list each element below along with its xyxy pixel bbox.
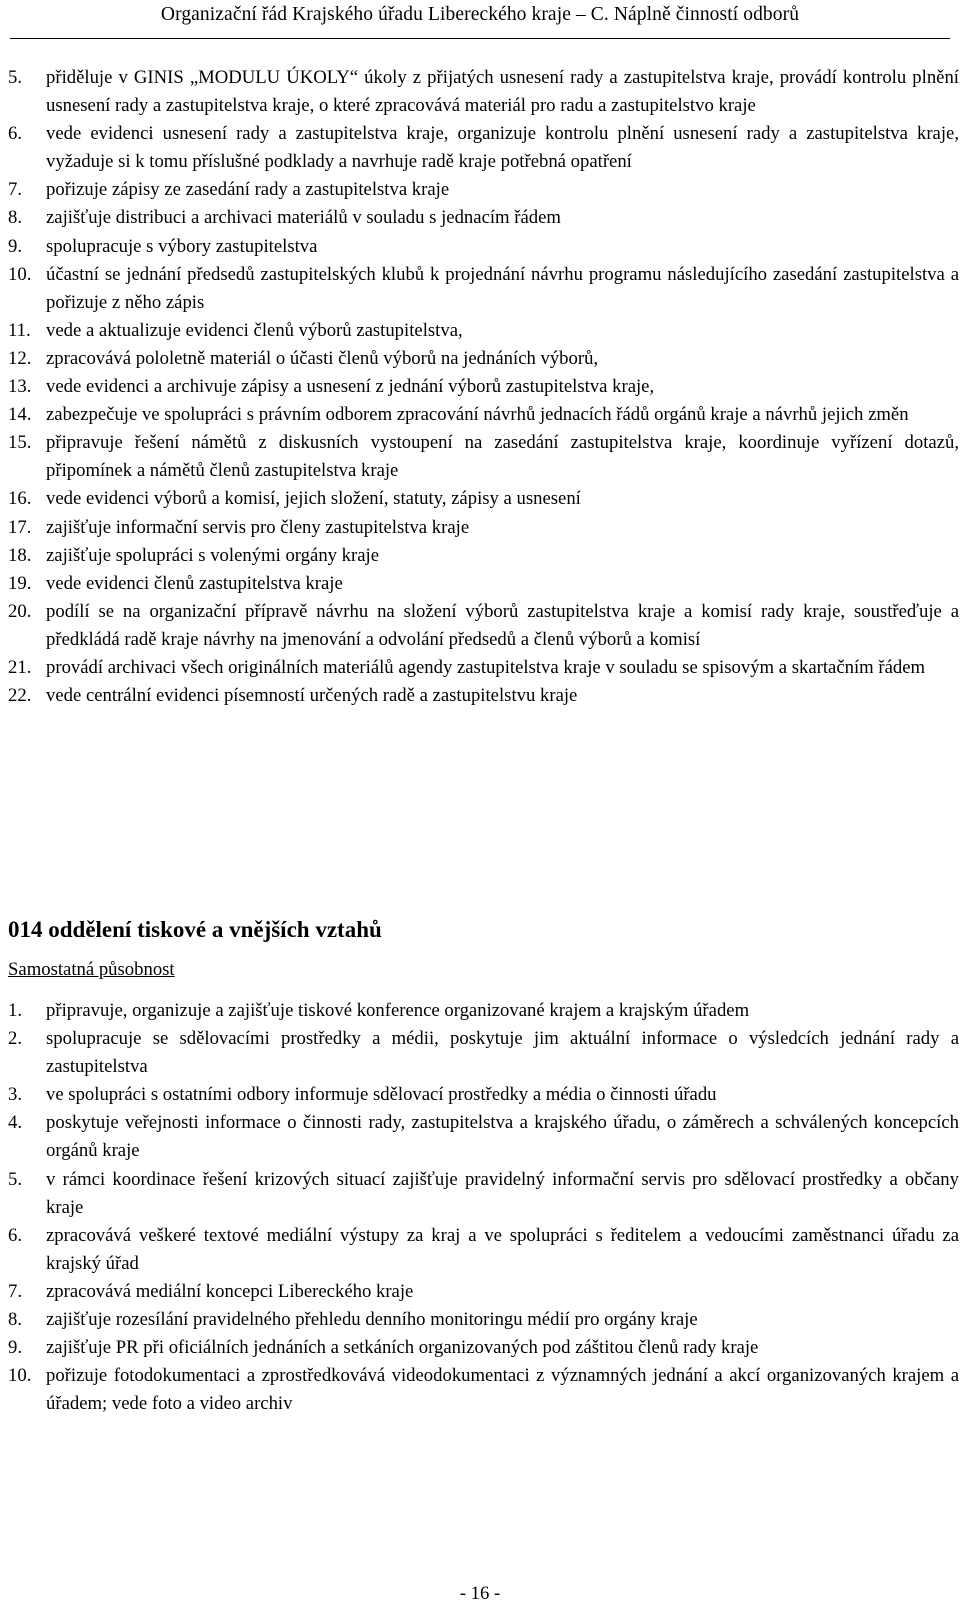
list-item-text: pořizuje zápisy ze zasedání rady a zastupitelstva kraje	[46, 179, 450, 201]
list-item	[8, 204, 960, 232]
list-item-text: připravuje, organizuje a zajišťuje tiskové konference organizované krajem a krajským úřadem	[46, 1000, 750, 1021]
list-item-number: 18.	[8, 544, 32, 566]
list-item	[8, 598, 960, 654]
section-title: 014 oddělení tiskové a vnějších vztahů	[8, 917, 382, 942]
list-item-text: zajišťuje spolupráci s volenými orgány kraje	[46, 544, 380, 566]
list-item	[8, 1334, 960, 1362]
list-item-text: ve spolupráci s ostatními odbory informuje sdělovací prostředky a média o činnosti úřadu	[46, 1084, 717, 1106]
list-item-number: 19.	[8, 572, 32, 594]
list-item	[8, 654, 960, 682]
list-item	[8, 570, 960, 598]
list-item-number: 2.	[8, 1028, 23, 1050]
list-item-text: poskytuje veřejnosti informace o činnosti rady, zastupitelstva a krajského úřadu, o záměrech a schválených koncepcích orgánů kraje	[46, 1112, 959, 1162]
list-item-text: účastní se jednání předsedů zastupitelských klubů k projednání návrhu programu následujícího zasedání zastupitelstva a pořizuje z něho zápis	[46, 263, 959, 313]
list-item-text: spolupracuje s výbory zastupitelstva	[46, 235, 318, 257]
list-item-text: podílí se na organizační přípravě návrhu na složení výborů zastupitelstva kraje a komisí rady kraje, soustřeďuje a předkládá radě kraje návrhy na jmenování a odvolání předsedů a členů výborů a komisí	[46, 600, 959, 650]
list-item-number: 1.	[8, 1000, 23, 1021]
list-item	[8, 120, 960, 176]
task-list-1	[8, 64, 960, 710]
list-item-text: zpracovává veškeré textové mediální výstupy za kraj a ve spolupráci s ředitelem a vedoucími zaměstnanci úřadu za krajský úřad	[46, 1224, 959, 1274]
list-item-number: 9.	[8, 1337, 23, 1359]
list-item	[8, 1081, 960, 1109]
list-item-number: 13.	[8, 376, 32, 398]
list-item-text: zajišťuje rozesílání pravidelného přehledu denního monitoringu médií pro orgány kraje	[46, 1309, 698, 1331]
list-item-text: v rámci koordinace řešení krizových situací zajišťuje pravidelný informační servis pro sdělovací prostředky a občany kraje	[46, 1168, 959, 1218]
list-item-number: 10.	[8, 263, 32, 285]
list-item-text: vede a aktualizuje evidenci členů výborů zastupitelstva,	[46, 319, 463, 341]
list-item-text: zabezpečuje ve spolupráci s právním odborem zpracování návrhů jednacích řádů orgánů kraje a návrhů jejich změn	[46, 404, 909, 426]
list-item	[8, 317, 960, 345]
list-item-text: vede evidenci a archivuje zápisy a usnesení z jednání výborů zastupitelstva kraje,	[46, 376, 655, 398]
list-item-text: přiděluje v GINIS „MODULU ÚKOLY“ úkoly z přijatých usnesení rady a zastupitelstva kraje, provádí kontrolu plnění usnesení rady a zastupitelstva kraje, o které zpracovává materiál pro radu a zastupitelstvo kraje	[46, 67, 959, 117]
list-item	[8, 345, 960, 373]
list-item-number: 5.	[8, 67, 23, 88]
list-item-number: 10.	[8, 1365, 32, 1387]
list-item-number: 8.	[8, 1309, 23, 1331]
list-item	[8, 1109, 960, 1165]
list-item-number: 4.	[8, 1112, 23, 1134]
list-item-number: 21.	[8, 656, 32, 678]
list-item-number: 7.	[8, 1280, 23, 1302]
list-item-number: 14.	[8, 404, 32, 426]
list-item-text: pořizuje fotodokumentaci a zprostředkovává videodokumentaci z významných jednání a akcí organizovaných krajem a úřadem; vede foto a video archiv	[46, 1365, 959, 1415]
list-item-number: 11.	[8, 319, 31, 341]
list-item	[8, 1222, 960, 1278]
list-item-number: 3.	[8, 1084, 23, 1106]
list-item	[8, 176, 960, 204]
list-item	[8, 1025, 960, 1081]
list-item-number: 15.	[8, 432, 32, 454]
list-item-text: provádí archivaci všech originálních materiálů agendy zastupitelstva kraje v souladu se spisovým a skartačním řádem	[46, 656, 926, 678]
list-item-text: vede evidenci usnesení rady a zastupitelstva kraje, organizuje kontrolu plnění usnesení rady a zastupitelstva kraje, vyžaduje si k tomu příslušné podklady a navrhuje radě kraje potřebná opatření	[46, 123, 959, 173]
list-item	[8, 485, 960, 513]
page-header	[10, 0, 950, 39]
list-item-number: 5.	[8, 1168, 23, 1190]
list-item-number: 6.	[8, 1224, 23, 1246]
section-subtitle: Samostatná působnost	[8, 959, 175, 980]
list-item	[8, 401, 960, 429]
list-item-text: připravuje řešení námětů z diskusních vystoupení na zasedání zastupitelstva kraje, koordinuje vyřízení dotazů, připomínek a námětů členů zastupitelstva kraje	[46, 432, 959, 482]
task-list-2	[8, 997, 960, 1418]
list-item	[8, 1166, 960, 1222]
list-item-number: 20.	[8, 600, 32, 622]
list-item	[8, 1278, 960, 1306]
list-item	[8, 1362, 960, 1418]
header-title: Organizační řád Krajského úřadu Libereckého kraje – C. Náplně činností odborů	[160, 4, 800, 25]
list-item-text: zpracovává mediální koncepci Libereckého kraje	[46, 1280, 414, 1302]
list-item-number: 17.	[8, 516, 32, 538]
list-item-text: zajišťuje informační servis pro členy zastupitelstva kraje	[46, 516, 470, 538]
list-item-text: vede evidenci výborů a komisí, jejich složení, statuty, zápisy a usnesení	[46, 488, 581, 510]
list-item-number: 8.	[8, 207, 23, 229]
list-item	[8, 429, 960, 485]
list-item-number: 12.	[8, 347, 32, 369]
list-item-text: zajišťuje PR při oficiálních jednáních a setkáních organizovaných pod záštitou členů rady kraje	[46, 1337, 759, 1359]
list-item	[8, 64, 960, 120]
list-item-number: 7.	[8, 179, 23, 201]
list-item-number: 16.	[8, 488, 32, 510]
list-item	[8, 1306, 960, 1334]
list-item-number: 9.	[8, 235, 23, 257]
list-item-text: spolupracuje se sdělovacími prostředky a médii, poskytuje jim aktuální informace o výsledcích jednání rady a zastupitelstva	[46, 1028, 959, 1078]
list-item	[8, 261, 960, 317]
list-item-text: zajišťuje distribuci a archivaci materiálů v souladu s jednacím řádem	[46, 207, 561, 229]
list-item	[8, 997, 960, 1025]
list-item-text: vede centrální evidenci písemností určených radě a zastupitelstvu kraje	[46, 685, 578, 707]
list-item	[8, 682, 960, 710]
list-item-number: 22.	[8, 685, 32, 707]
list-item	[8, 373, 960, 401]
page-number: - 16 -	[459, 1583, 501, 1604]
list-item	[8, 233, 960, 261]
list-item	[8, 514, 960, 542]
list-item	[8, 542, 960, 570]
list-item-number: 6.	[8, 123, 23, 145]
list-item-text: zpracovává pololetně materiál o účasti členů výborů na jednáních výborů,	[46, 347, 599, 369]
list-item-text: vede evidenci členů zastupitelstva kraje	[46, 572, 343, 594]
